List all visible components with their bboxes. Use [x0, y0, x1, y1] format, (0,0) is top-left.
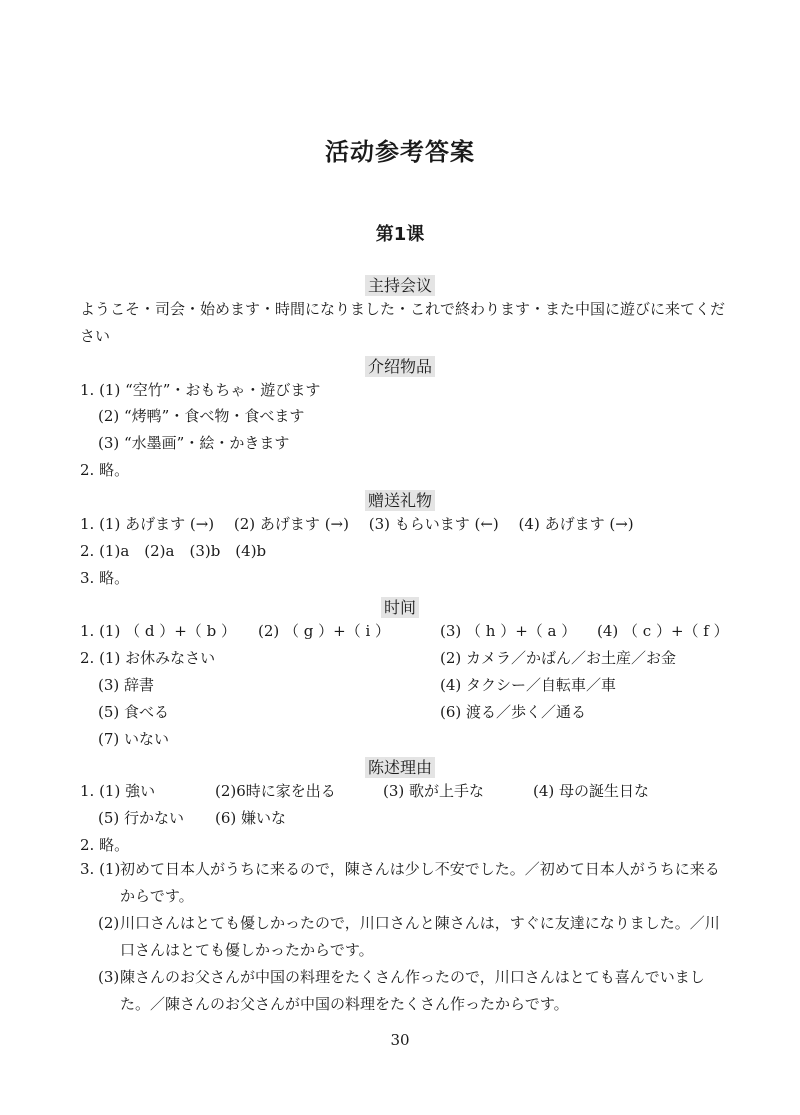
reason-answer: 初めて日本人がうちに来るので，陳さんは少し不安でした。／初めて日本人がうちに来るからです。 — [120, 860, 720, 905]
answer-cell: (3) 歌が上手な — [383, 782, 485, 800]
answer-cell: (4) （ c ）+（ f ） — [597, 622, 729, 640]
answer-cell: (6) 嫌いな — [215, 809, 287, 827]
answer-cell: (4) タクシー／自転車／車 — [440, 676, 617, 694]
answer-line: 3. 略。 — [80, 569, 130, 587]
answer-cell: 1. (1) （ d ）+（ b ） — [80, 622, 236, 640]
section-heading-host-meeting: 主持会议 — [0, 273, 800, 296]
answer-cell: (6) 渡る／歩く／通る — [440, 703, 587, 721]
page-title: 活动参考答案 — [325, 138, 475, 166]
answer-cell: (2) （ g ）+（ i ） — [258, 622, 391, 640]
reason-answer: 川口さんはとても優しかったので，川口さんと陳さんは，すぐに友達になりました。／川口さんはとても優しかったからです。 — [120, 914, 720, 959]
answer-line: 2. (1)a (2)a (3)b (4)b — [80, 542, 267, 560]
section-heading-introduce-items: 介绍物品 — [0, 354, 800, 377]
answer-line: (3) “水墨画”・絵・かきます — [98, 434, 290, 452]
answer-line: 1. (1) あげます (→) (2) あげます (→) (3) もらいます (←) (4) あげます (→) — [80, 515, 634, 533]
page-number: 30 — [390, 1031, 410, 1049]
section-heading-state-reasons: 陈述理由 — [0, 755, 800, 778]
answer-cell: (7) いない — [98, 730, 170, 748]
host-meeting-answer: ようこそ・司会・始めます・時間になりました・これで終わります・また中国に遊びに来てください — [80, 300, 726, 345]
item-label: 3. (1) — [80, 860, 121, 878]
answer-cell: (3) 辞書 — [98, 676, 155, 694]
lesson-heading: 第1课 — [375, 224, 425, 245]
section-heading-time: 时间 — [0, 595, 800, 618]
reason-answer: 陳さんのお父さんが中国の料理をたくさん作ったので，川口さんはとても喜んでいました。／陳さんのお父さんが中国の料理をたくさん作ったからです。 — [120, 968, 705, 1013]
answer-line: 2. 略。 — [80, 836, 130, 854]
item-label: (2) — [98, 914, 120, 932]
answer-cell: 1. (1) 強い — [80, 782, 156, 800]
section-heading-give-gifts: 赠送礼物 — [0, 488, 800, 511]
answer-cell: (5) 行かない — [98, 809, 185, 827]
answer-cell: (3) （ h ）+（ a ） — [440, 622, 577, 640]
answer-cell: (5) 食べる — [98, 703, 170, 721]
answer-line: (2) “烤鸭”・食べ物・食べます — [98, 407, 305, 425]
answer-cell: (4) 母の誕生日な — [533, 782, 650, 800]
answer-line: 2. 略。 — [80, 461, 130, 479]
answer-cell: (2)6時に家を出る — [215, 782, 336, 800]
answer-cell: (2) カメラ／かばん／お土産／お金 — [440, 649, 677, 667]
item-label: (3) — [98, 968, 120, 986]
answer-cell: 2. (1) お休みなさい — [80, 649, 216, 667]
answer-line: 1. (1) “空竹”・おもちゃ・遊びます — [80, 381, 321, 399]
